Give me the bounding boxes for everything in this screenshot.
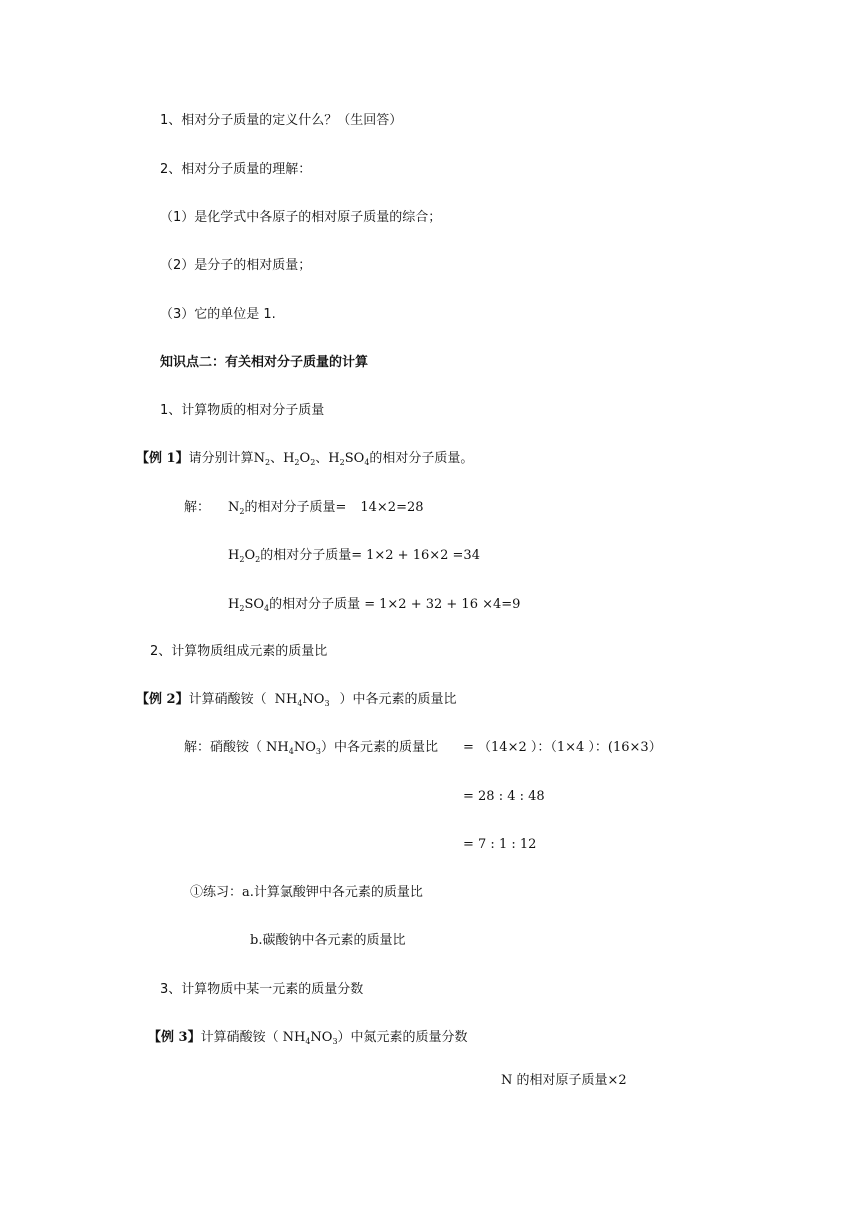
calc-heading-3: 3、计算物质中某一元素的质量分数 bbox=[160, 982, 364, 997]
example-3-prompt: 【例 3】计算硝酸铵（ $NH_4NO_3$）中氮元素的质量分数 bbox=[148, 1030, 468, 1046]
formula-nh4no3: $NH_4NO_3$ bbox=[274, 692, 330, 708]
point-3: （3）它的单位是 1. bbox=[160, 307, 276, 322]
example-3-tag: 【例 3】 bbox=[148, 1030, 201, 1045]
example-1-line-h2o2: $H_2O_2$的相对分子质量= 1×2 + 16×2 =34 bbox=[228, 548, 480, 564]
question-2: 2、相对分子质量的理解： bbox=[160, 162, 312, 177]
formula-h2so4: $H_2SO_4$ bbox=[328, 451, 370, 467]
calc-heading-1: 1、计算物质的相对分子质量 bbox=[160, 403, 325, 418]
example-2-ratio-row-3: = 7 : 1 : 12 bbox=[463, 837, 537, 852]
example-2-ratio-row-1: = （14×2 ）：（1×4 ）：(16×3） bbox=[463, 740, 662, 755]
example-2-ratio-row-2: = 28 : 4 : 48 bbox=[463, 789, 545, 804]
example-2-tag: 【例 2】 bbox=[136, 692, 189, 707]
formula-nh4no3: $NH_4NO_3$ bbox=[282, 1030, 338, 1046]
knowledge-point-heading: 知识点二：有关相对分子质量的计算 bbox=[160, 355, 369, 370]
example-1-solve-label: 解： bbox=[184, 500, 211, 515]
example-1-line-n2: $N_2$的相对分子质量= 14×2=28 bbox=[228, 500, 424, 516]
practice-a: ①练习：a.计算氯酸钾中各元素的质量比 bbox=[190, 885, 423, 900]
example-3-numerator: N 的相对原子质量×2 bbox=[501, 1073, 627, 1088]
formula-n2: $N_2$ bbox=[253, 451, 271, 467]
practice-b: b.碳酸钠中各元素的质量比 bbox=[250, 933, 406, 948]
example-2-prompt: 【例 2】计算硝酸铵（ $NH_4NO_3$ ）中各元素的质量比 bbox=[136, 692, 457, 708]
calc-heading-2: 2、计算物质组成元素的质量比 bbox=[150, 644, 328, 659]
point-1: （1）是化学式中各原子的相对原子质量的综合； bbox=[160, 210, 442, 225]
example-1-line-h2so4: $H_2SO_4$的相对分子质量 = 1×2 + 32 + 16 ×4=9 bbox=[228, 597, 521, 613]
question-1: 1、相对分子质量的定义什么？（生回答） bbox=[160, 113, 403, 128]
point-2: （2）是分子的相对质量； bbox=[160, 258, 312, 273]
example-2-solve: 解：硝酸铵（ $NH_4NO_3$）中各元素的质量比 bbox=[184, 740, 438, 756]
formula-nh4no3: $NH_4NO_3$ bbox=[266, 740, 321, 756]
example-1-tag: 【例 1】 bbox=[136, 451, 189, 466]
formula-h2o2: $H_2O_2$ bbox=[283, 451, 316, 467]
example-1-prompt: 【例 1】请分别计算$N_2$、$H_2O_2$、$H_2SO_4$的相对分子质量。 bbox=[136, 451, 474, 467]
